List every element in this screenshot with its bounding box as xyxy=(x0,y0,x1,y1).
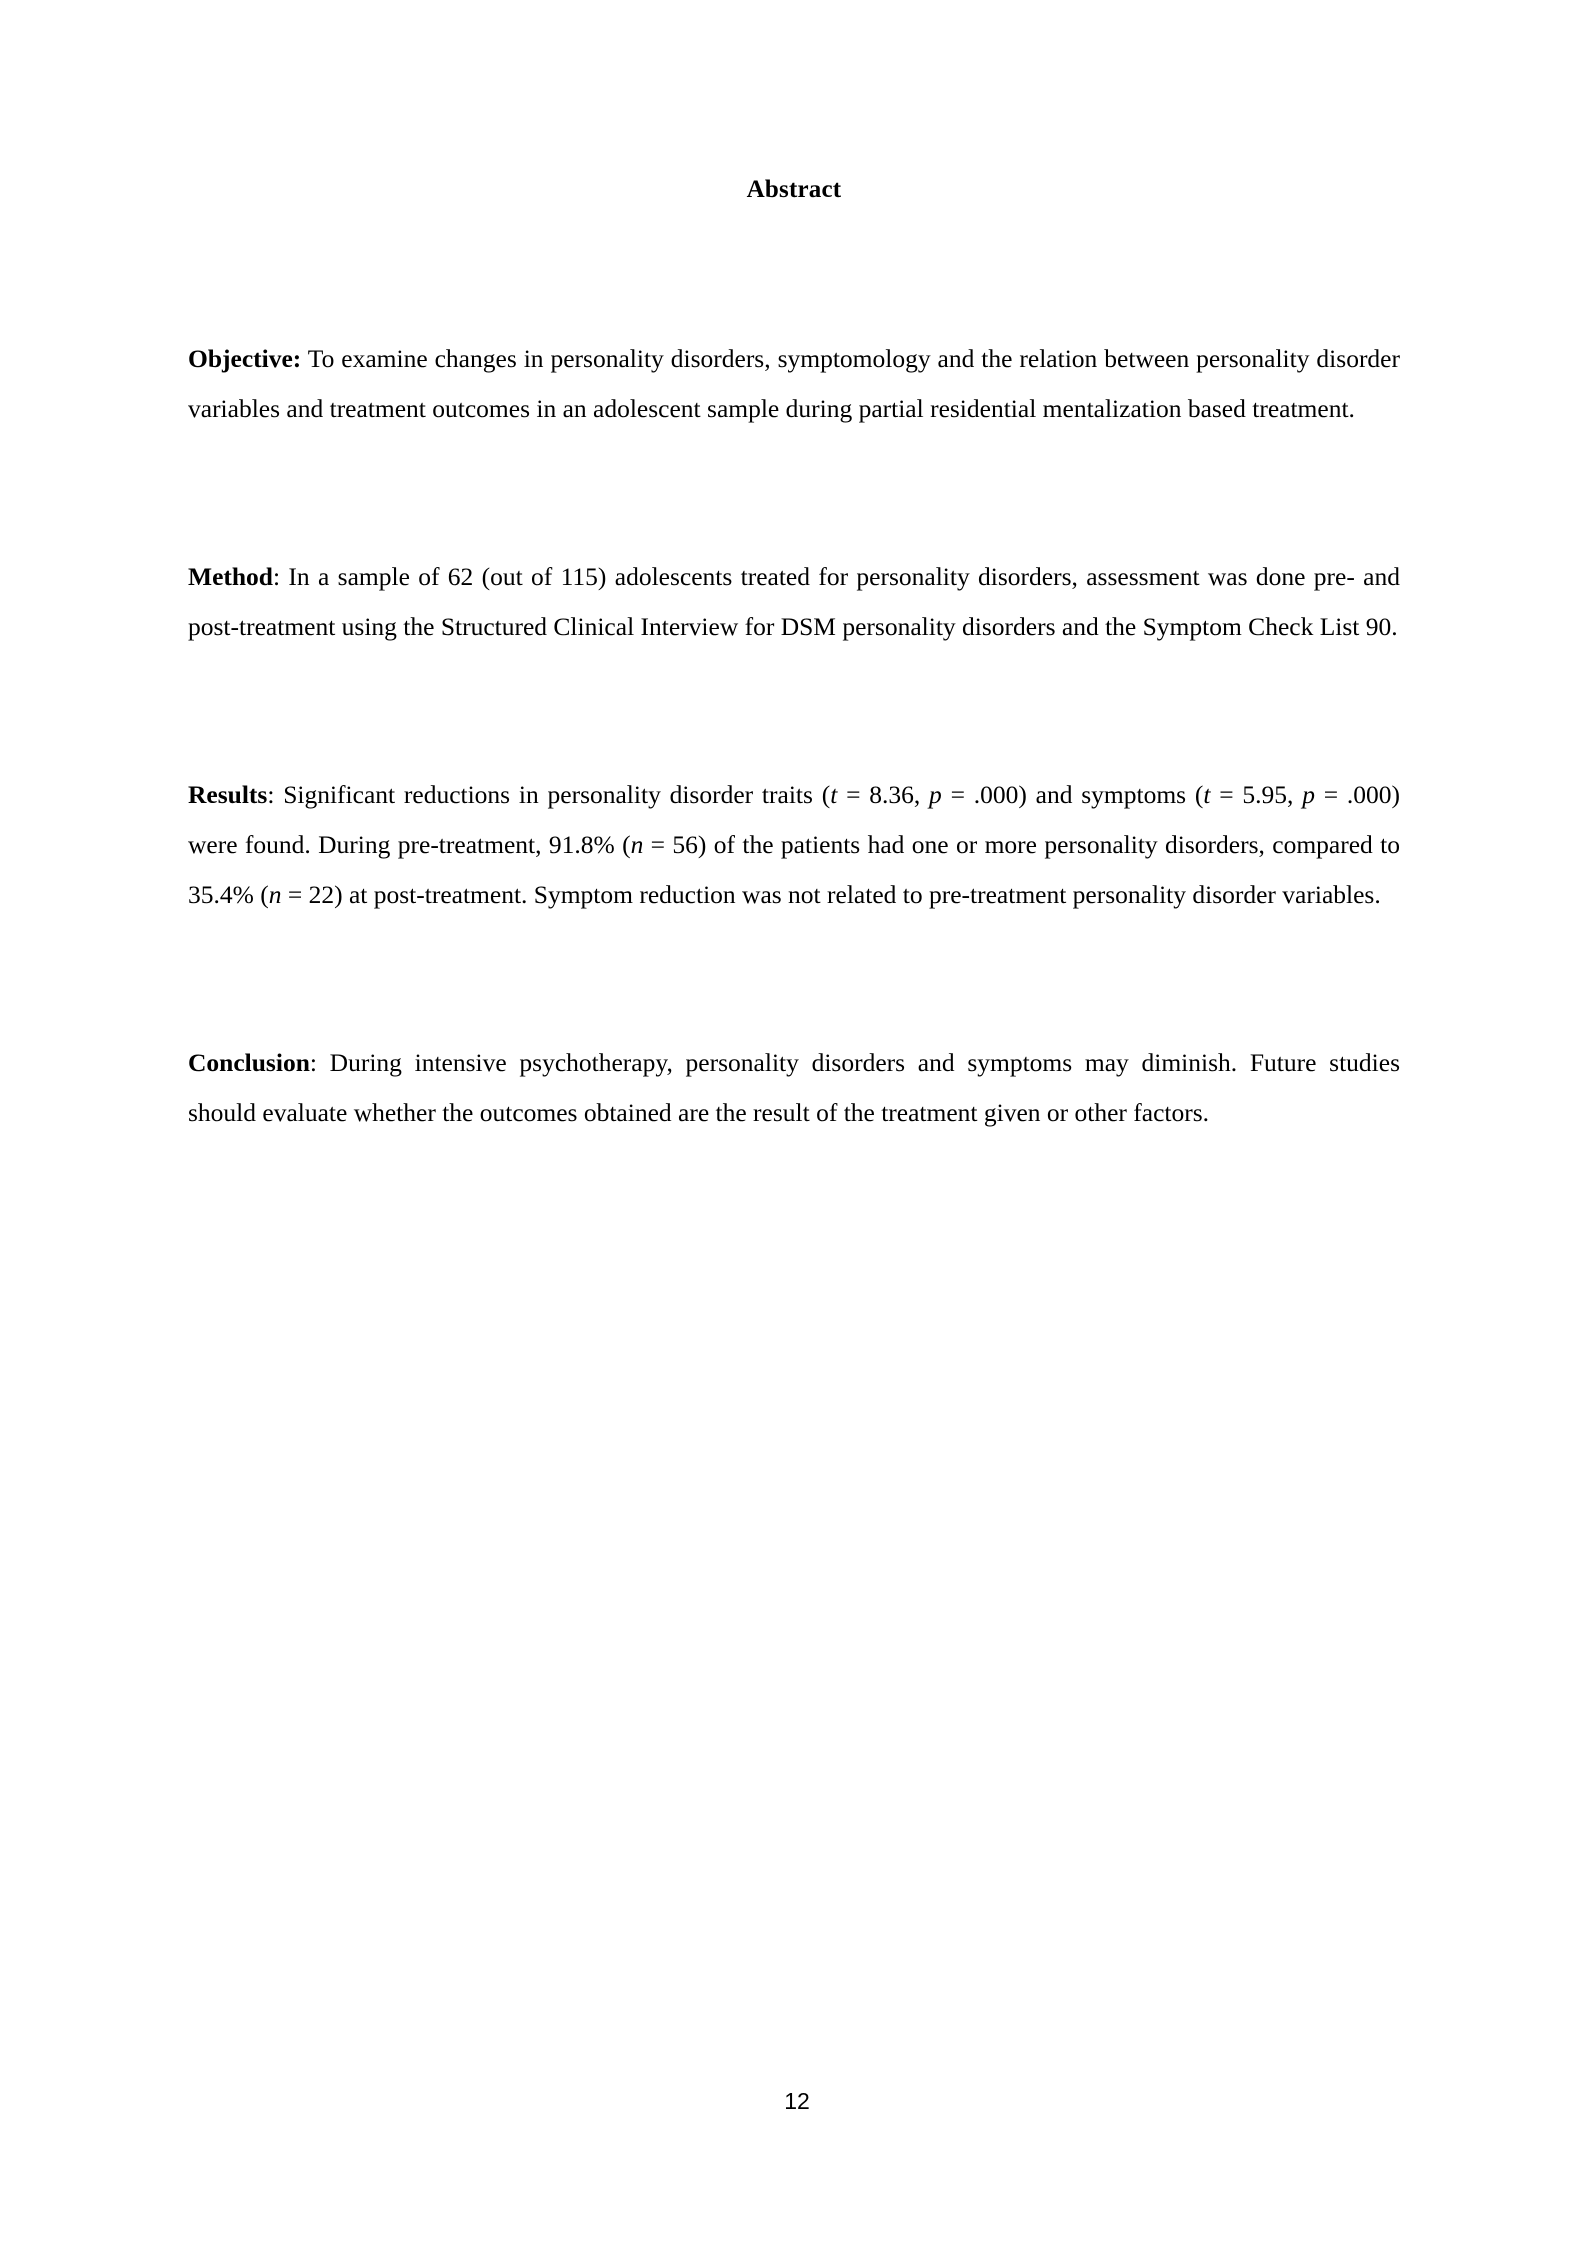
results-text-run: t xyxy=(1203,780,1211,809)
results-text-run: = .000) and symptoms ( xyxy=(941,780,1204,809)
results-text-run: n xyxy=(630,830,644,859)
page-number: 12 xyxy=(784,2088,810,2114)
results-text-run: = .000) were found. During pre-treatment, 91.8% ( xyxy=(188,780,1400,859)
conclusion-text: : During intensive psychotherapy, personality disorders and symptoms may diminish. Future studies should evaluate whether the outcomes obtained are the result of the treatment given or other factors. xyxy=(188,1048,1400,1127)
results-label: Results xyxy=(188,780,268,809)
spacer xyxy=(188,920,1400,1038)
results-text-run: t xyxy=(830,780,838,809)
paragraph-objective xyxy=(188,334,1400,434)
paragraph-method xyxy=(188,552,1400,652)
objective-text: To examine changes in personality disorders, symptomology and the relation between personality disorder variables and treatment outcomes in an adolescent sample during partial residential mentalization based treatment. xyxy=(188,344,1400,423)
spacer xyxy=(188,434,1400,552)
results-text xyxy=(188,780,1400,909)
page-title: Abstract xyxy=(746,176,842,203)
results-text-run: = 8.36, xyxy=(837,780,930,809)
method-label: Method xyxy=(188,562,273,591)
results-text-run: n xyxy=(268,880,282,909)
results-text-run: p xyxy=(929,780,942,809)
spacer xyxy=(188,652,1400,770)
abstract-content xyxy=(188,176,1400,1138)
results-text-run: : Significant reductions in personality disorder traits ( xyxy=(267,780,831,809)
results-text-run: p xyxy=(1302,780,1315,809)
results-text-run: = 5.95, xyxy=(1210,780,1303,809)
results-text-run: = 22) at post-treatment. Symptom reduction was not related to pre-treatment personality disorder variables. xyxy=(281,880,1381,909)
paragraph-results xyxy=(188,770,1400,920)
paragraph-conclusion xyxy=(188,1038,1400,1138)
spacer xyxy=(188,204,1400,334)
method-text: : In a sample of 62 (out of 115) adolescents treated for personality disorders, assessment was done pre- and post-treatment using the Structured Clinical Interview for DSM personality disorders and the Symptom Check List 90. xyxy=(188,562,1400,641)
conclusion-label: Conclusion xyxy=(188,1048,310,1077)
results-text-run: = 56) of the patients had one or more personality disorders, compared to 35.4% ( xyxy=(188,830,1400,909)
objective-label: Objective: xyxy=(188,344,302,373)
